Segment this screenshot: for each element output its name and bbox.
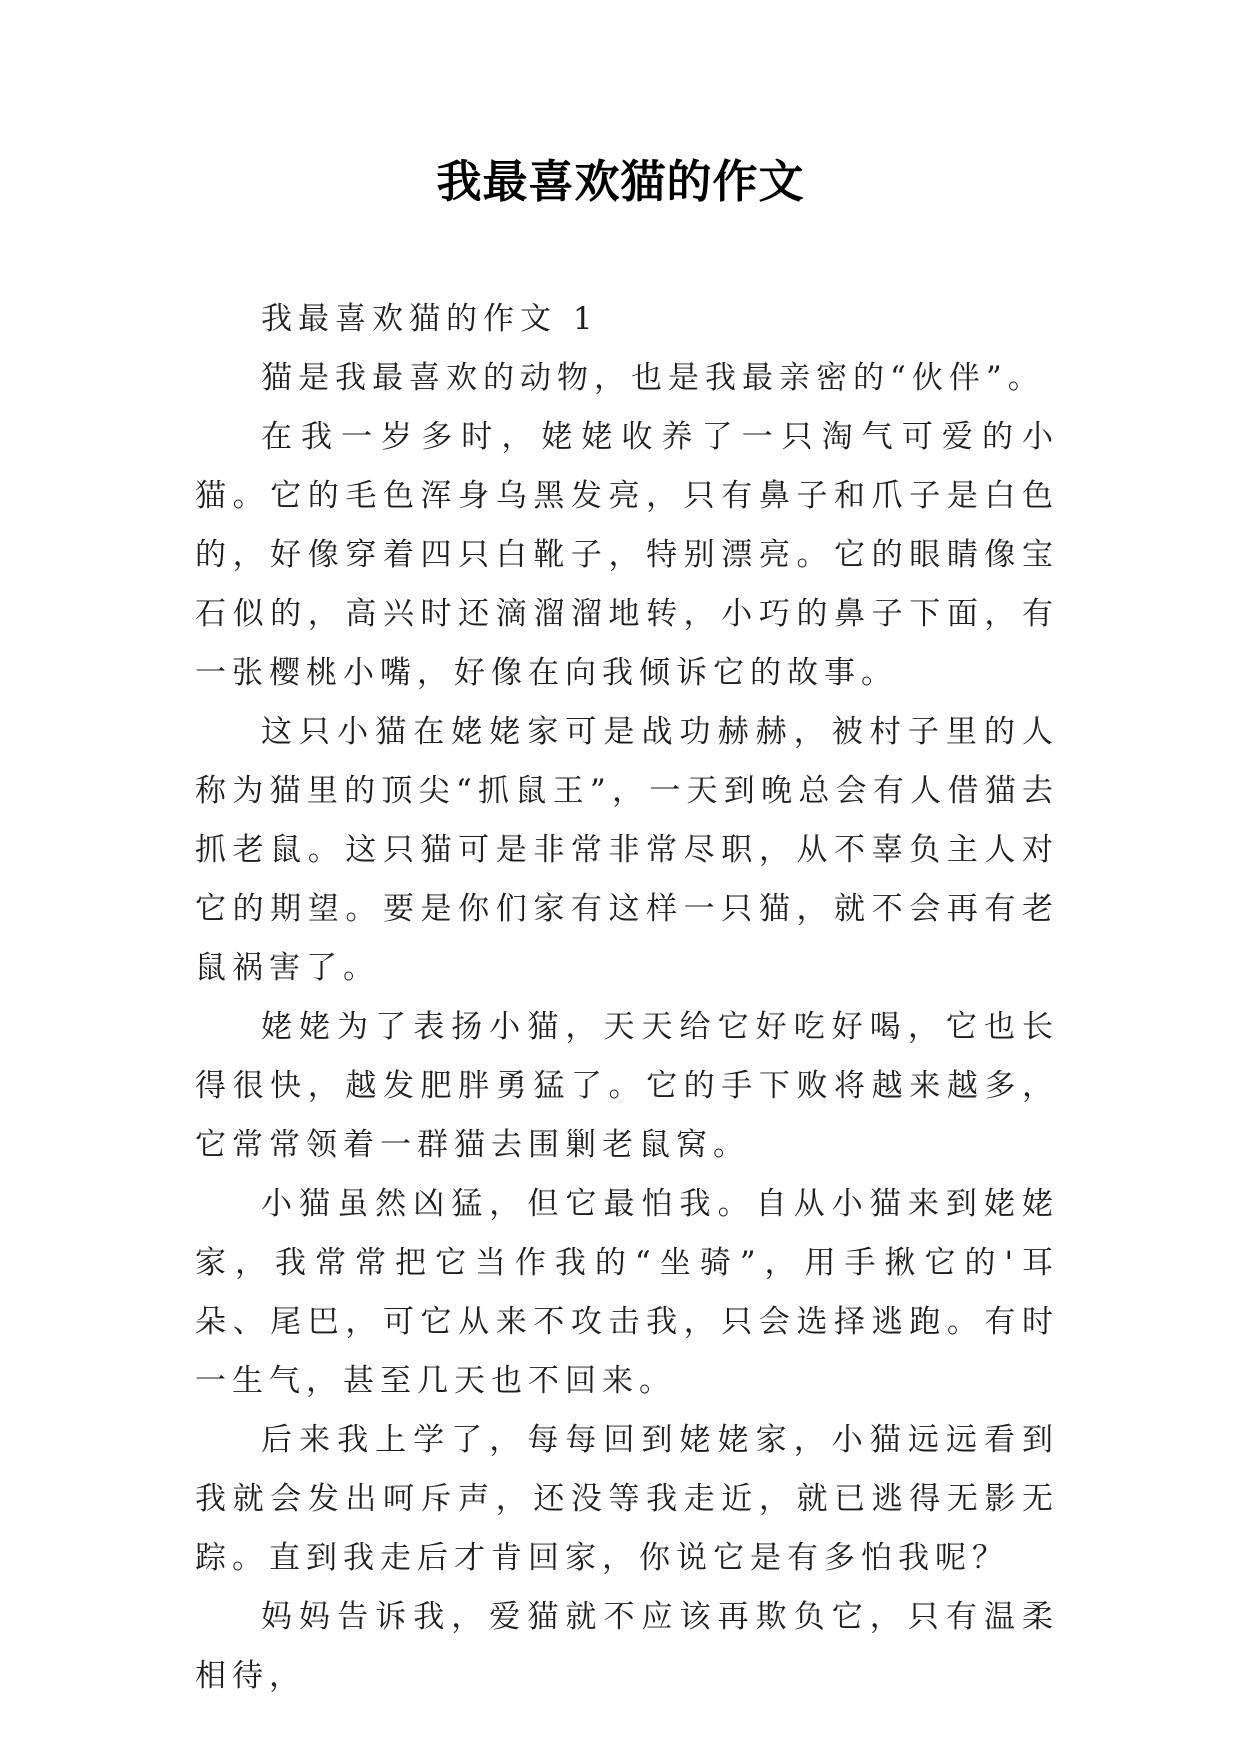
paragraph: 姥姥为了表扬小猫，天天给它好吃好喝，它也长得很快，越发肥胖勇猛了。它的手下败将越来越多，它常常领着一群猫去围剿老鼠窝。: [195, 1009, 1059, 1163]
paragraph: 妈妈告诉我，爱猫就不应该再欺负它，只有温柔相待，: [195, 1599, 1059, 1694]
paragraph: 这只小猫在姥姥家可是战功赫赫，被村子里的人称为猫里的顶尖“抓鼠王”，一天到晚总会有人借猫去抓老鼠。这只猫可是非常非常尽职，从不辜负主人对它的期望。要是你们家有这样一只猫，就不会再有老鼠祸害了。: [195, 714, 1059, 986]
document-body: [195, 290, 1059, 1706]
section-heading: 我最喜欢猫的作文 1: [261, 301, 599, 337]
paragraph: 在我一岁多时，姥姥收养了一只淘气可爱的小猫。它的毛色浑身乌黑发亮，只有鼻子和爪子是白色的，好像穿着四只白靴子，特别漂亮。它的眼睛像宝石似的，高兴时还滴溜溜地转，小巧的鼻子下面，有一张樱桃小嘴，好像在向我倾诉它的故事。: [195, 419, 1059, 691]
paragraph: 猫是我最喜欢的动物，也是我最亲密的“伙伴”。: [261, 360, 1045, 396]
paragraph: 后来我上学了，每每回到姥姥家，小猫远远看到我就会发出呵斥声，还没等我走近，就已逃得无影无踪。直到我走后才肯回家，你说它是有多怕我呢？: [195, 1422, 1059, 1576]
document-title: 我最喜欢猫的作文: [436, 155, 805, 208]
paragraph: 小猫虽然凶猛，但它最怕我。自从小猫来到姥姥家，我常常把它当作我的“坐骑”，用手揪它的'耳朵、尾巴，可它从来不攻击我，只会选择逃跑。有时一生气，甚至几天也不回来。: [195, 1186, 1059, 1399]
